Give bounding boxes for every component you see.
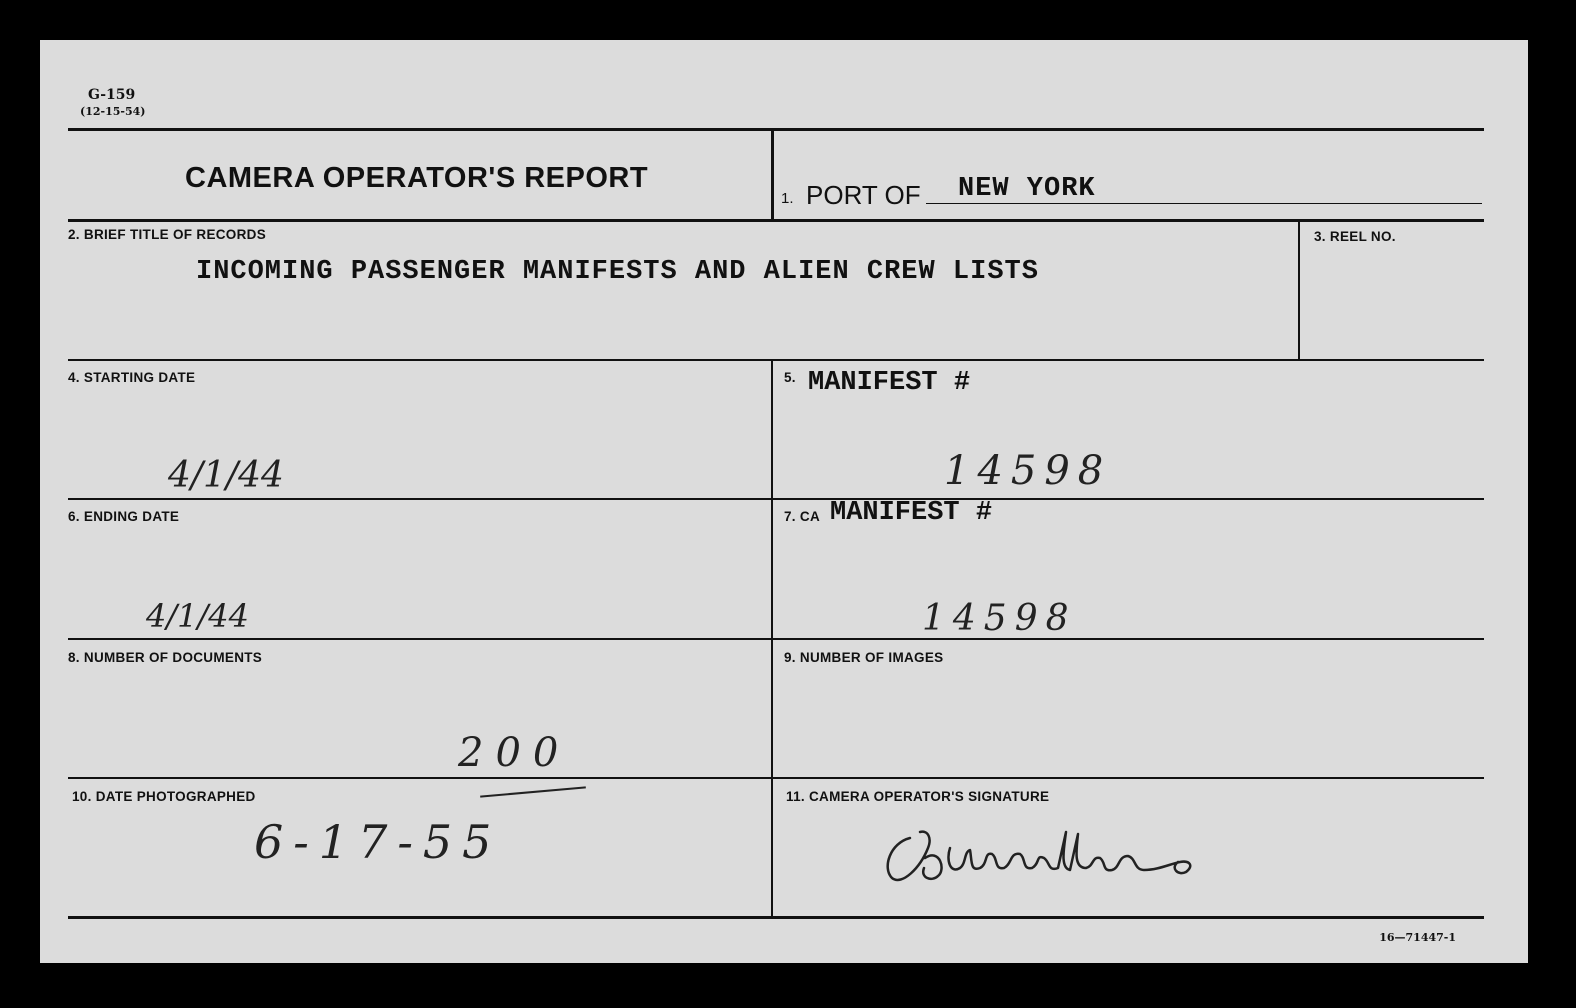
- brief-title-label: 2. BRIEF TITLE OF RECORDS: [68, 227, 267, 242]
- carrier-label-7: 7. CA: [784, 509, 821, 524]
- row-rule-3: [68, 638, 1484, 640]
- field7-label: MANIFEST #: [830, 498, 993, 528]
- field5-value: 14598: [944, 448, 1112, 494]
- form-print-code: 16—71447-1: [1379, 931, 1456, 944]
- number-of-documents-value: 200: [458, 730, 571, 776]
- number-of-documents-label: 8. NUMBER OF DOCUMENTS: [68, 650, 263, 665]
- row-rule-1: [68, 359, 1484, 361]
- header-divider: [771, 130, 774, 220]
- report-card: [40, 40, 1528, 963]
- header-bottom-rule: [68, 219, 1484, 222]
- brief-title-value: INCOMING PASSENGER MANIFESTS AND ALIEN CREW LISTS: [196, 257, 1039, 287]
- ending-date-label: 6. ENDING DATE: [68, 509, 180, 524]
- bottom-rule: [68, 916, 1484, 919]
- port-value: NEW YORK: [958, 174, 1096, 204]
- date-underline-stroke: [480, 786, 586, 797]
- starting-date-label: 4. STARTING DATE: [68, 370, 196, 385]
- port-label: PORT OF: [806, 180, 921, 210]
- date-photographed-value: 6-17-55: [254, 815, 502, 869]
- reel-no-label: 3. REEL NO.: [1314, 229, 1396, 244]
- top-rule: [68, 128, 1484, 131]
- operator-signature: [880, 818, 1230, 888]
- field5-label: MANIFEST #: [808, 368, 971, 398]
- carrier-label-5: 5.: [784, 370, 796, 385]
- starting-date-value: 4/1/44: [168, 455, 284, 496]
- port-field-number: 1.: [781, 190, 794, 207]
- number-of-images-label: 9. NUMBER OF IMAGES: [784, 650, 944, 665]
- camera-operator-signature-label: 11. CAMERA OPERATOR'S SIGNATURE: [786, 789, 1050, 804]
- row-rule-4: [68, 777, 1484, 779]
- date-photographed-label: 10. DATE PHOTOGRAPHED: [72, 789, 256, 804]
- form-revision-date: (12-15-54): [80, 105, 146, 118]
- row-rule-2: [68, 498, 1484, 500]
- ending-date-value: 4/1/44: [146, 597, 249, 635]
- report-title: CAMERA OPERATOR'S REPORT: [185, 162, 649, 194]
- reel-divider: [1298, 221, 1300, 360]
- field7-value: 14598: [922, 598, 1077, 639]
- form-number: G-159: [88, 87, 136, 103]
